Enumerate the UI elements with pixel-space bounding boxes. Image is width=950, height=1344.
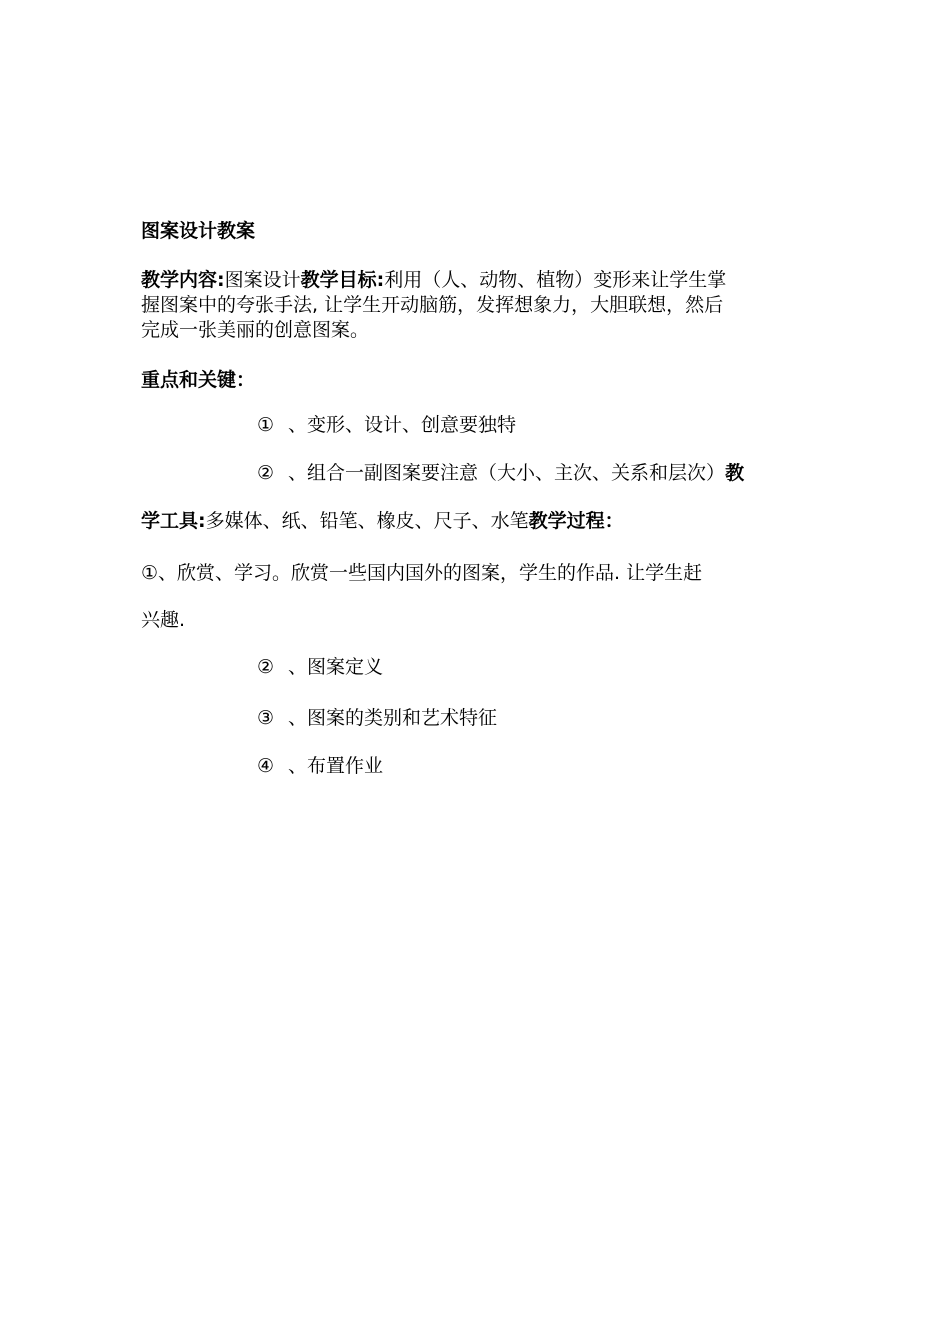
content-paragraph-line-2: 握图案中的夸张手法, 让学生开动脑筋，发挥想象力，大胆联想，然后 <box>141 294 724 316</box>
teaching-goal-text: 利用（人、动物、植物）变形来让学生掌 <box>384 269 727 291</box>
tools-text: 多媒体、纸、铅笔、橡皮、尺子、水笔 <box>205 510 529 532</box>
teaching-goal-label: 教学目标: <box>300 269 385 291</box>
item-marker: ② <box>257 656 275 678</box>
item-marker: ② <box>257 462 275 484</box>
key-point-item: ① 、变形、设计、创意要独特 <box>257 414 517 436</box>
document-title: 图案设计教案 <box>141 220 256 242</box>
process-item-line-1: ①、欣赏、学习。欣赏一些国内国外的图案，学生的作品. 让学生赶 <box>141 562 703 584</box>
item-marker: ③ <box>257 707 275 729</box>
item-marker: ④ <box>257 755 275 777</box>
tools-line <box>141 509 624 533</box>
process-item: ② 、图案定义 <box>257 656 384 678</box>
teaching-content-label: 教学内容: <box>141 269 225 291</box>
tools-label: 学工具: <box>141 510 206 532</box>
process-label: 教学过程： <box>528 510 624 532</box>
key-points-heading: 重点和关键： <box>141 369 256 391</box>
process-item: ④ 、布置作业 <box>257 755 384 777</box>
key-point-item: ② 、组合一副图案要注意（大小、主次、关系和层次）教 <box>257 462 745 484</box>
content-paragraph-line-3: 完成一张美丽的创意图案。 <box>141 319 370 341</box>
content-paragraph-line-1 <box>141 268 726 292</box>
item-marker: ① <box>257 414 275 436</box>
process-item-line-2: 兴趣. <box>141 609 186 631</box>
teaching-content-text: 图案设计 <box>224 269 301 291</box>
process-item: ③ 、图案的类别和艺术特征 <box>257 707 498 729</box>
